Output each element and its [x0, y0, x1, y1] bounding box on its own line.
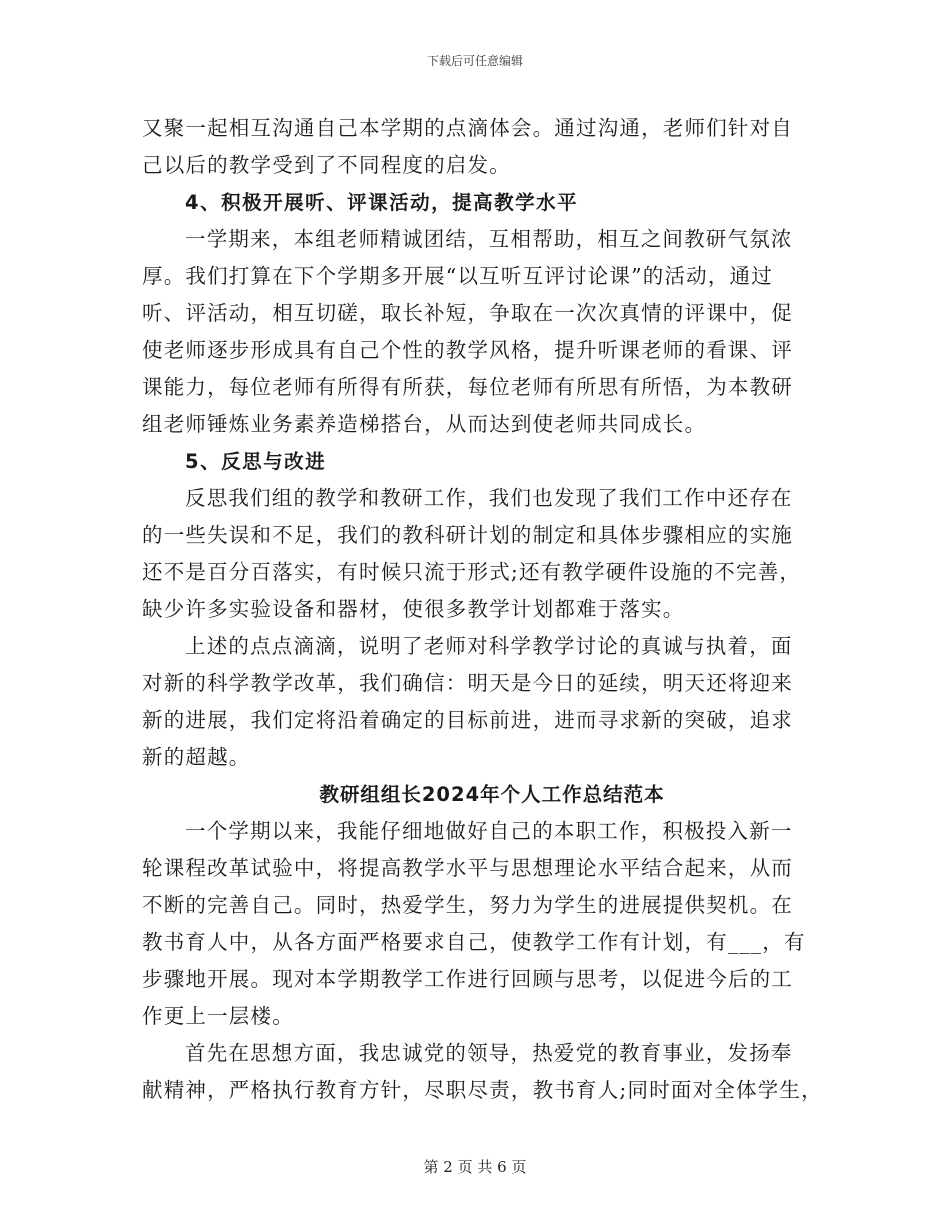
paragraph-line: 对新的科学教学改革，我们确信：明天是今日的延续，明天还将迎来 — [142, 671, 793, 695]
paragraph-line: 上述的点点滴滴，说明了老师对科学教学讨论的真诚与执着，面 — [185, 634, 793, 658]
paragraph-line: 一个学期以来，我能仔细地做好自己的本职工作，积极投入新一 — [185, 819, 793, 843]
paragraph-line: 新的超越。 — [142, 745, 251, 769]
paragraph-line: 轮课程改革试验中，将提高教学水平与思想理论水平结合起来，从而 — [142, 856, 793, 880]
section-heading: 5、反思与改进 — [185, 450, 327, 473]
paragraph-line: 听、评活动，相互切磋，取长补短，争取在一次次真情的评课中，促 — [142, 301, 793, 325]
paragraph-line: 作更上一层楼。 — [142, 1004, 294, 1028]
paragraph-line: 一学期来，本组老师精诚团结，互相帮助，相互之间教研气氛浓 — [185, 227, 793, 251]
paragraph-line: 厚。我们打算在下个学期多开展“以互听互评讨论课”的活动，通过 — [142, 264, 773, 288]
paragraph-line: 还不是百分百落实，有时候只流于形式;还有教学硬件设施的不完善， — [142, 560, 802, 584]
paragraph-line: 教书育人中，从各方面严格要求自己，使教学工作有计划，有___，有 — [142, 930, 806, 954]
paragraph-line: 步骤地开展。现对本学期教学工作进行回顾与思考，以促进今后的工 — [142, 967, 793, 991]
paragraph-line: 的一些失误和不足，我们的教科研计划的制定和具体步骤相应的实施 — [142, 523, 793, 547]
document-body — [142, 110, 823, 1109]
paragraph-line: 不断的完善自己。同时，热爱学生，努力为学生的进展提供契机。在 — [142, 893, 793, 917]
paragraph-line: 组老师锤炼业务素养造梯搭台，从而达到使老师共同成长。 — [142, 412, 707, 436]
paragraph-line: 使老师逐步形成具有自己个性的教学风格，提升听课老师的看课、评 — [142, 338, 793, 362]
paragraph-line: 又聚一起相互沟通自己本学期的点滴体会。通过沟通，老师们针对自 — [142, 116, 793, 140]
page-header: 下载后可任意编辑 — [426, 54, 523, 68]
paragraph-line: 献精神，严格执行教育方针，尽职尽责，教书育人;同时面对全体学生， — [142, 1078, 823, 1102]
paragraph-line: 己以后的教学受到了不同程度的启发。 — [142, 153, 511, 177]
document-title: 教研组组长2024年个人工作总结范本 — [319, 783, 665, 806]
paragraph-line: 反思我们组的教学和教研工作，我们也发现了我们工作中还存在 — [185, 486, 793, 510]
section-heading: 4、积极开展听、评课活动，提高教学水平 — [185, 191, 579, 214]
paragraph-line: 缺少许多实验设备和器材，使很多教学计划都难于落实。 — [142, 597, 685, 621]
paragraph-line: 新的进展，我们定将沿着确定的目标前进，进而寻求新的突破，追求 — [142, 708, 793, 732]
paragraph-line: 课能力，每位老师有所得有所获，每位老师有所思有所悟，为本教研 — [142, 375, 793, 399]
page-footer: 第 2 页 共 6 页 — [423, 1158, 527, 1176]
paragraph-line: 首先在思想方面，我忠诚党的领导，热爱党的教育事业，发扬奉 — [185, 1041, 793, 1065]
